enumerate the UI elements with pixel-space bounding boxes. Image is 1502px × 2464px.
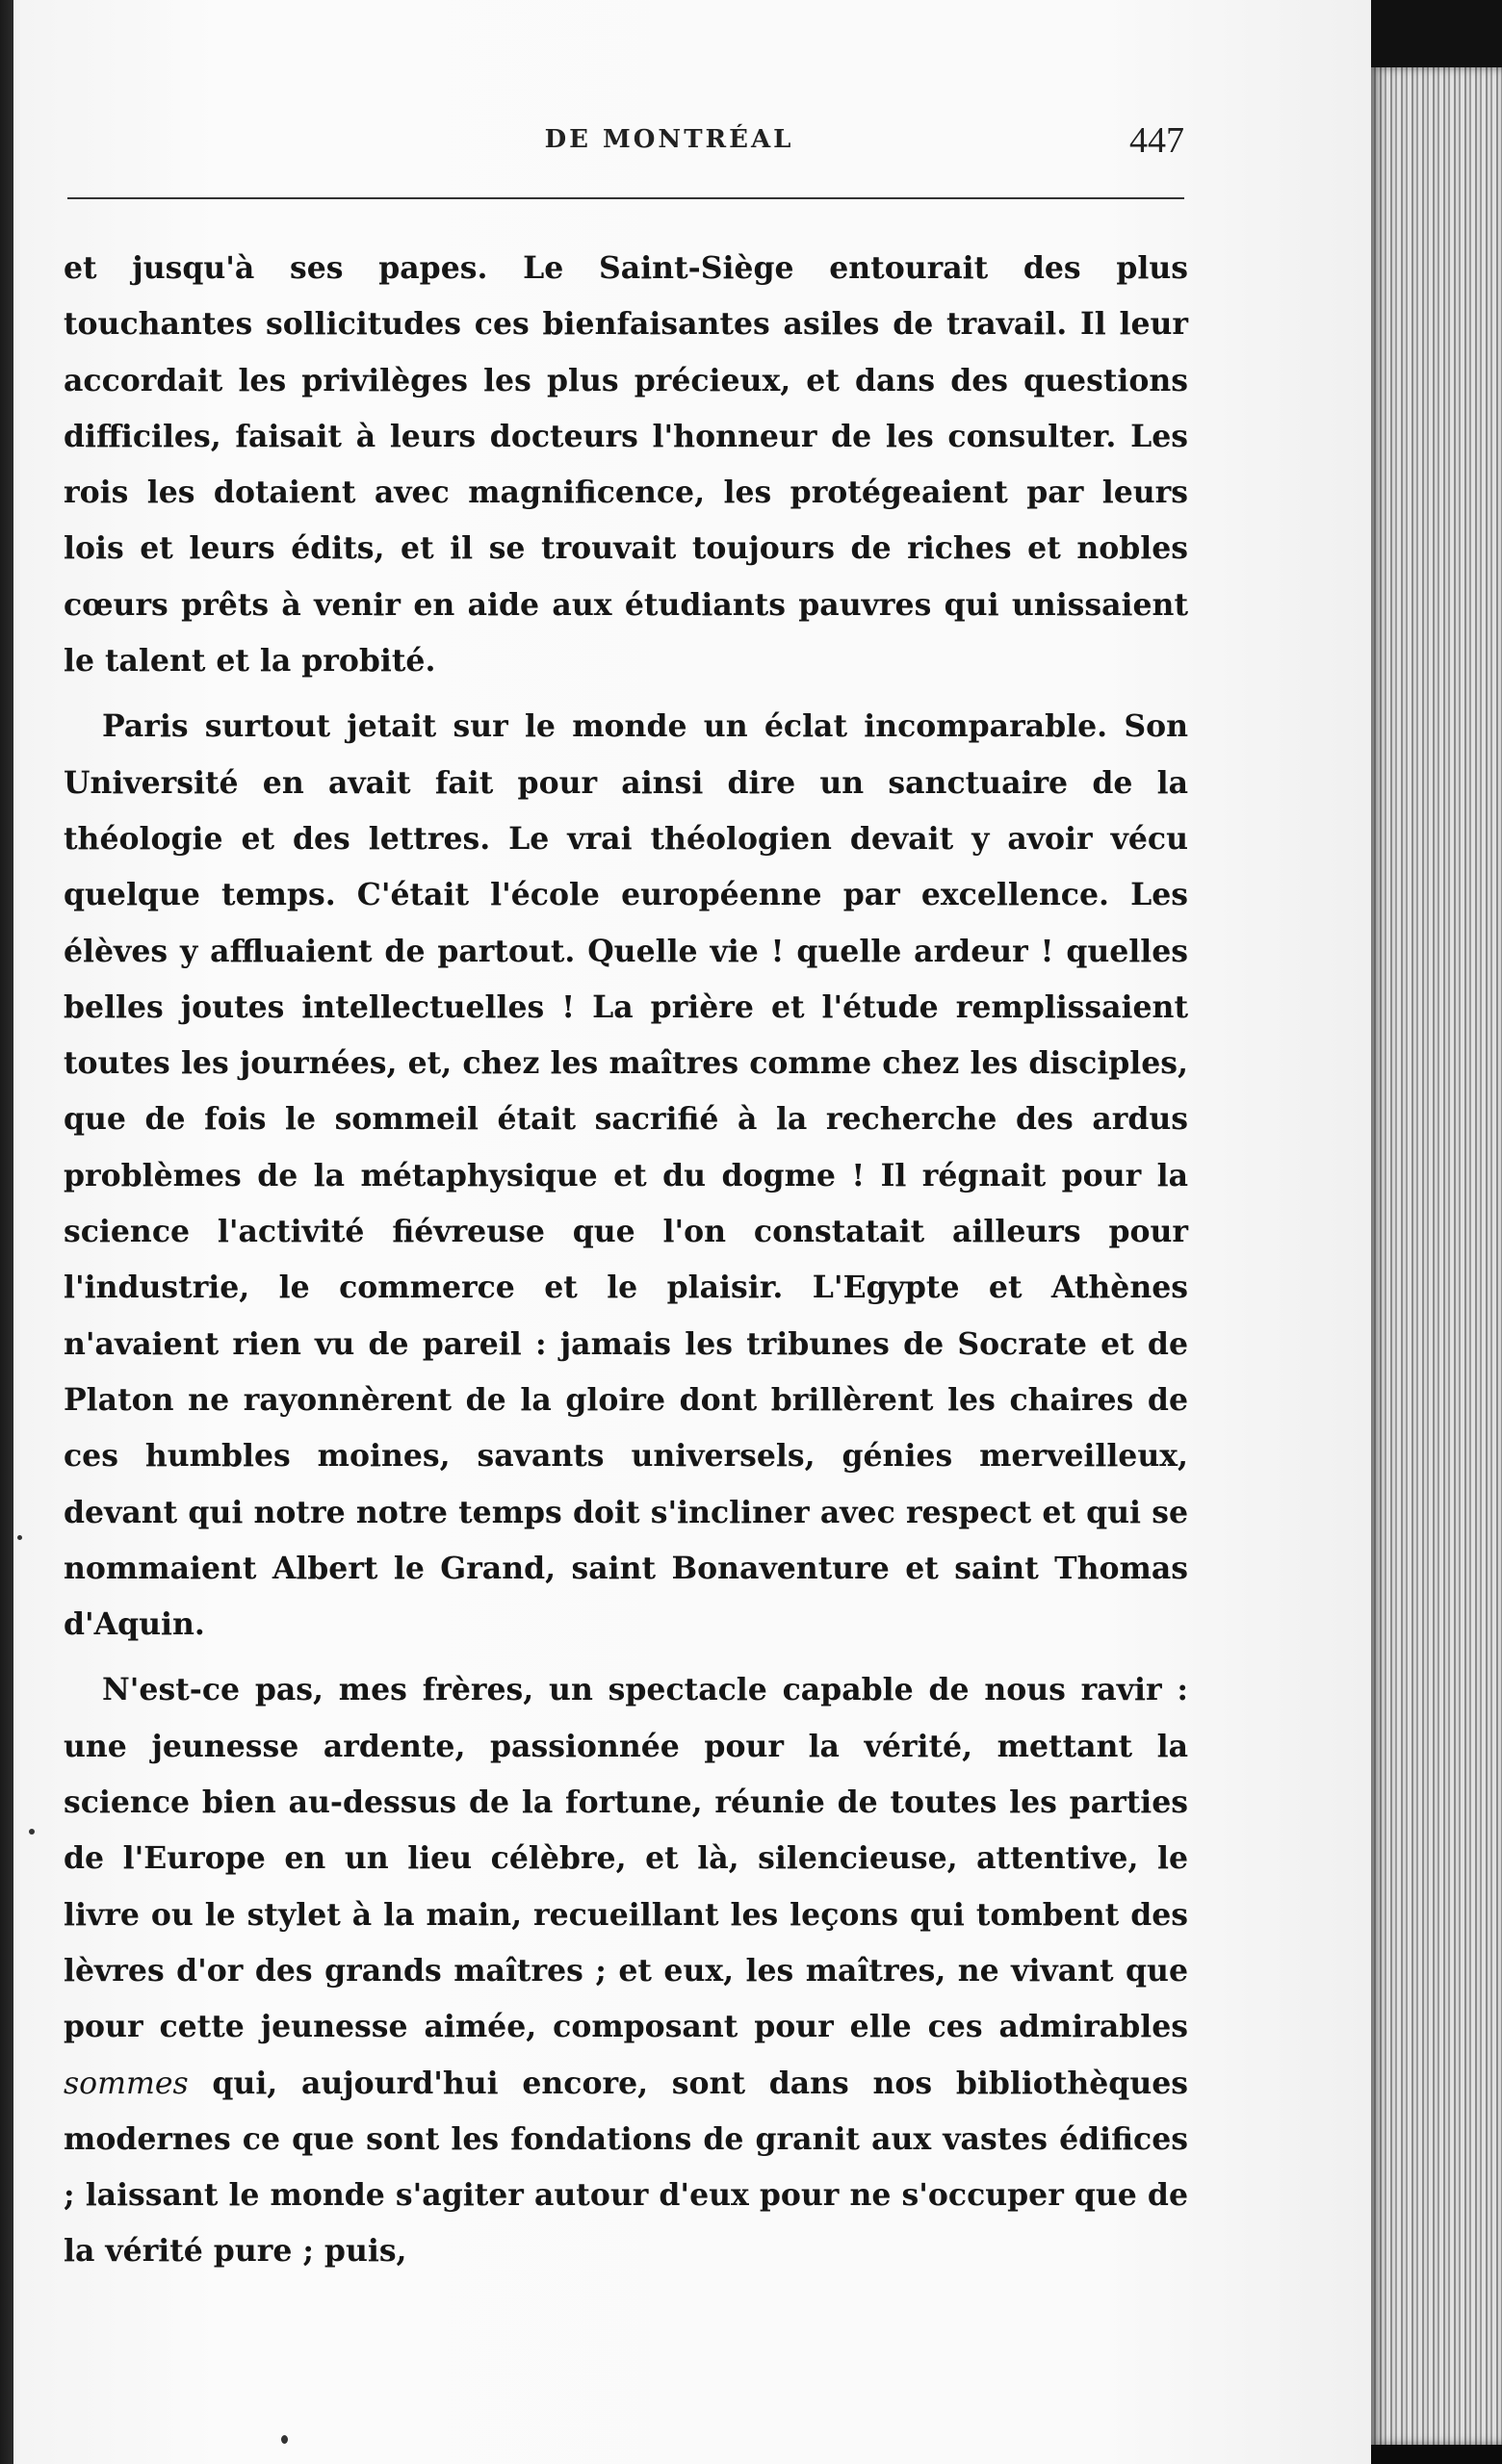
paragraph-2 xyxy=(64,699,1188,1653)
paragraph-1 xyxy=(64,241,1188,689)
scan-speck xyxy=(29,1829,35,1835)
paragraph-3 xyxy=(64,1662,1188,2279)
scan-speck xyxy=(17,1535,22,1540)
paragraph-3-italic-word: sommes xyxy=(64,2066,189,2101)
paragraph-1-text: et jusqu'à ses papes. Le Saint-Siège entourait des plus touchantes sollicitudes ces bienfaisantes asiles de travail. Il leur accordait les privilèges les plus précieux, et dans des questions difficiles, faisait à leurs docteurs l'honneur de les consulter. Les rois les dotaient avec magnificence, les protégeaient par leurs lois et leurs édits, et il se trouvait toujours de riches et nobles cœurs prêts à venir en aide aux étudiants pauvres qui unissaient le talent et la probité. xyxy=(64,250,1188,680)
book-page-edges xyxy=(1371,67,1502,2445)
page-number: 447 xyxy=(1129,120,1184,161)
running-head xyxy=(67,120,1184,164)
scan-border-left xyxy=(0,0,13,2464)
header-rule xyxy=(67,197,1184,199)
scan-speck xyxy=(281,2435,288,2444)
paragraph-3-text-end: qui, aujourd'hui encore, sont dans nos bibliothèques modernes ce que sont les fondations de granit aux vastes édifices ; laissant le monde s'agiter autour d'eux pour ne s'occuper que de la vérité pure ; puis, xyxy=(64,2065,1188,2270)
body-text xyxy=(64,241,1188,2280)
scan-background-top-right xyxy=(1371,0,1502,67)
paragraph-3-text-start: N'est-ce pas, mes frères, un spectacle capable de nous ravir : une jeunesse ardente, passionnée pour la vérité, mettant la science bien au-dessus de la fortune, réunie de toutes les parties de l'Europe en un lieu célèbre, et là, silencieuse, attentive, le livre ou le stylet à la main, recueillant les leçons qui tombent des lèvres d'or des grands maîtres ; et eux, les maîtres, ne vivant que pour cette jeunesse aimée, composant pour elle ces admirables xyxy=(64,1672,1188,2045)
paragraph-2-text: Paris surtout jetait sur le monde un éclat incomparable. Son Université en avait fait pour ainsi dire un sanctuaire de la théologie et des lettres. Le vrai théologien devait y avoir vécu quelque temps. C'était l'école européenne par excellence. Les élèves y affluaient de partout. Quelle vie ! quelle ardeur ! quelles belles joutes intellectuelles ! La prière et l'étude remplissaient toutes les journées, et, chez les maîtres comme chez les disciples, que de fois le sommeil était sacrifié à la recherche des ardus problèmes de la métaphysique et du dogme ! Il régnait pour la science l'activité fiévreuse que l'on constatait ailleurs pour l'industrie, le commerce et le plaisir. L'Egypte et Athènes n'avaient rien vu de pareil : jamais les tribunes de Socrate et de Platon ne rayonnèrent de la gloire dont brillèrent les chaires de ces humbles moines, savants universels, génies merveilleux, devant qui notre notre temps doit s'incliner avec respect et qui se nommaient Albert le Grand, saint Bonaventure et saint Thomas d'Aquin. xyxy=(64,708,1188,1643)
running-title: DE MONTRÉAL xyxy=(544,125,794,154)
